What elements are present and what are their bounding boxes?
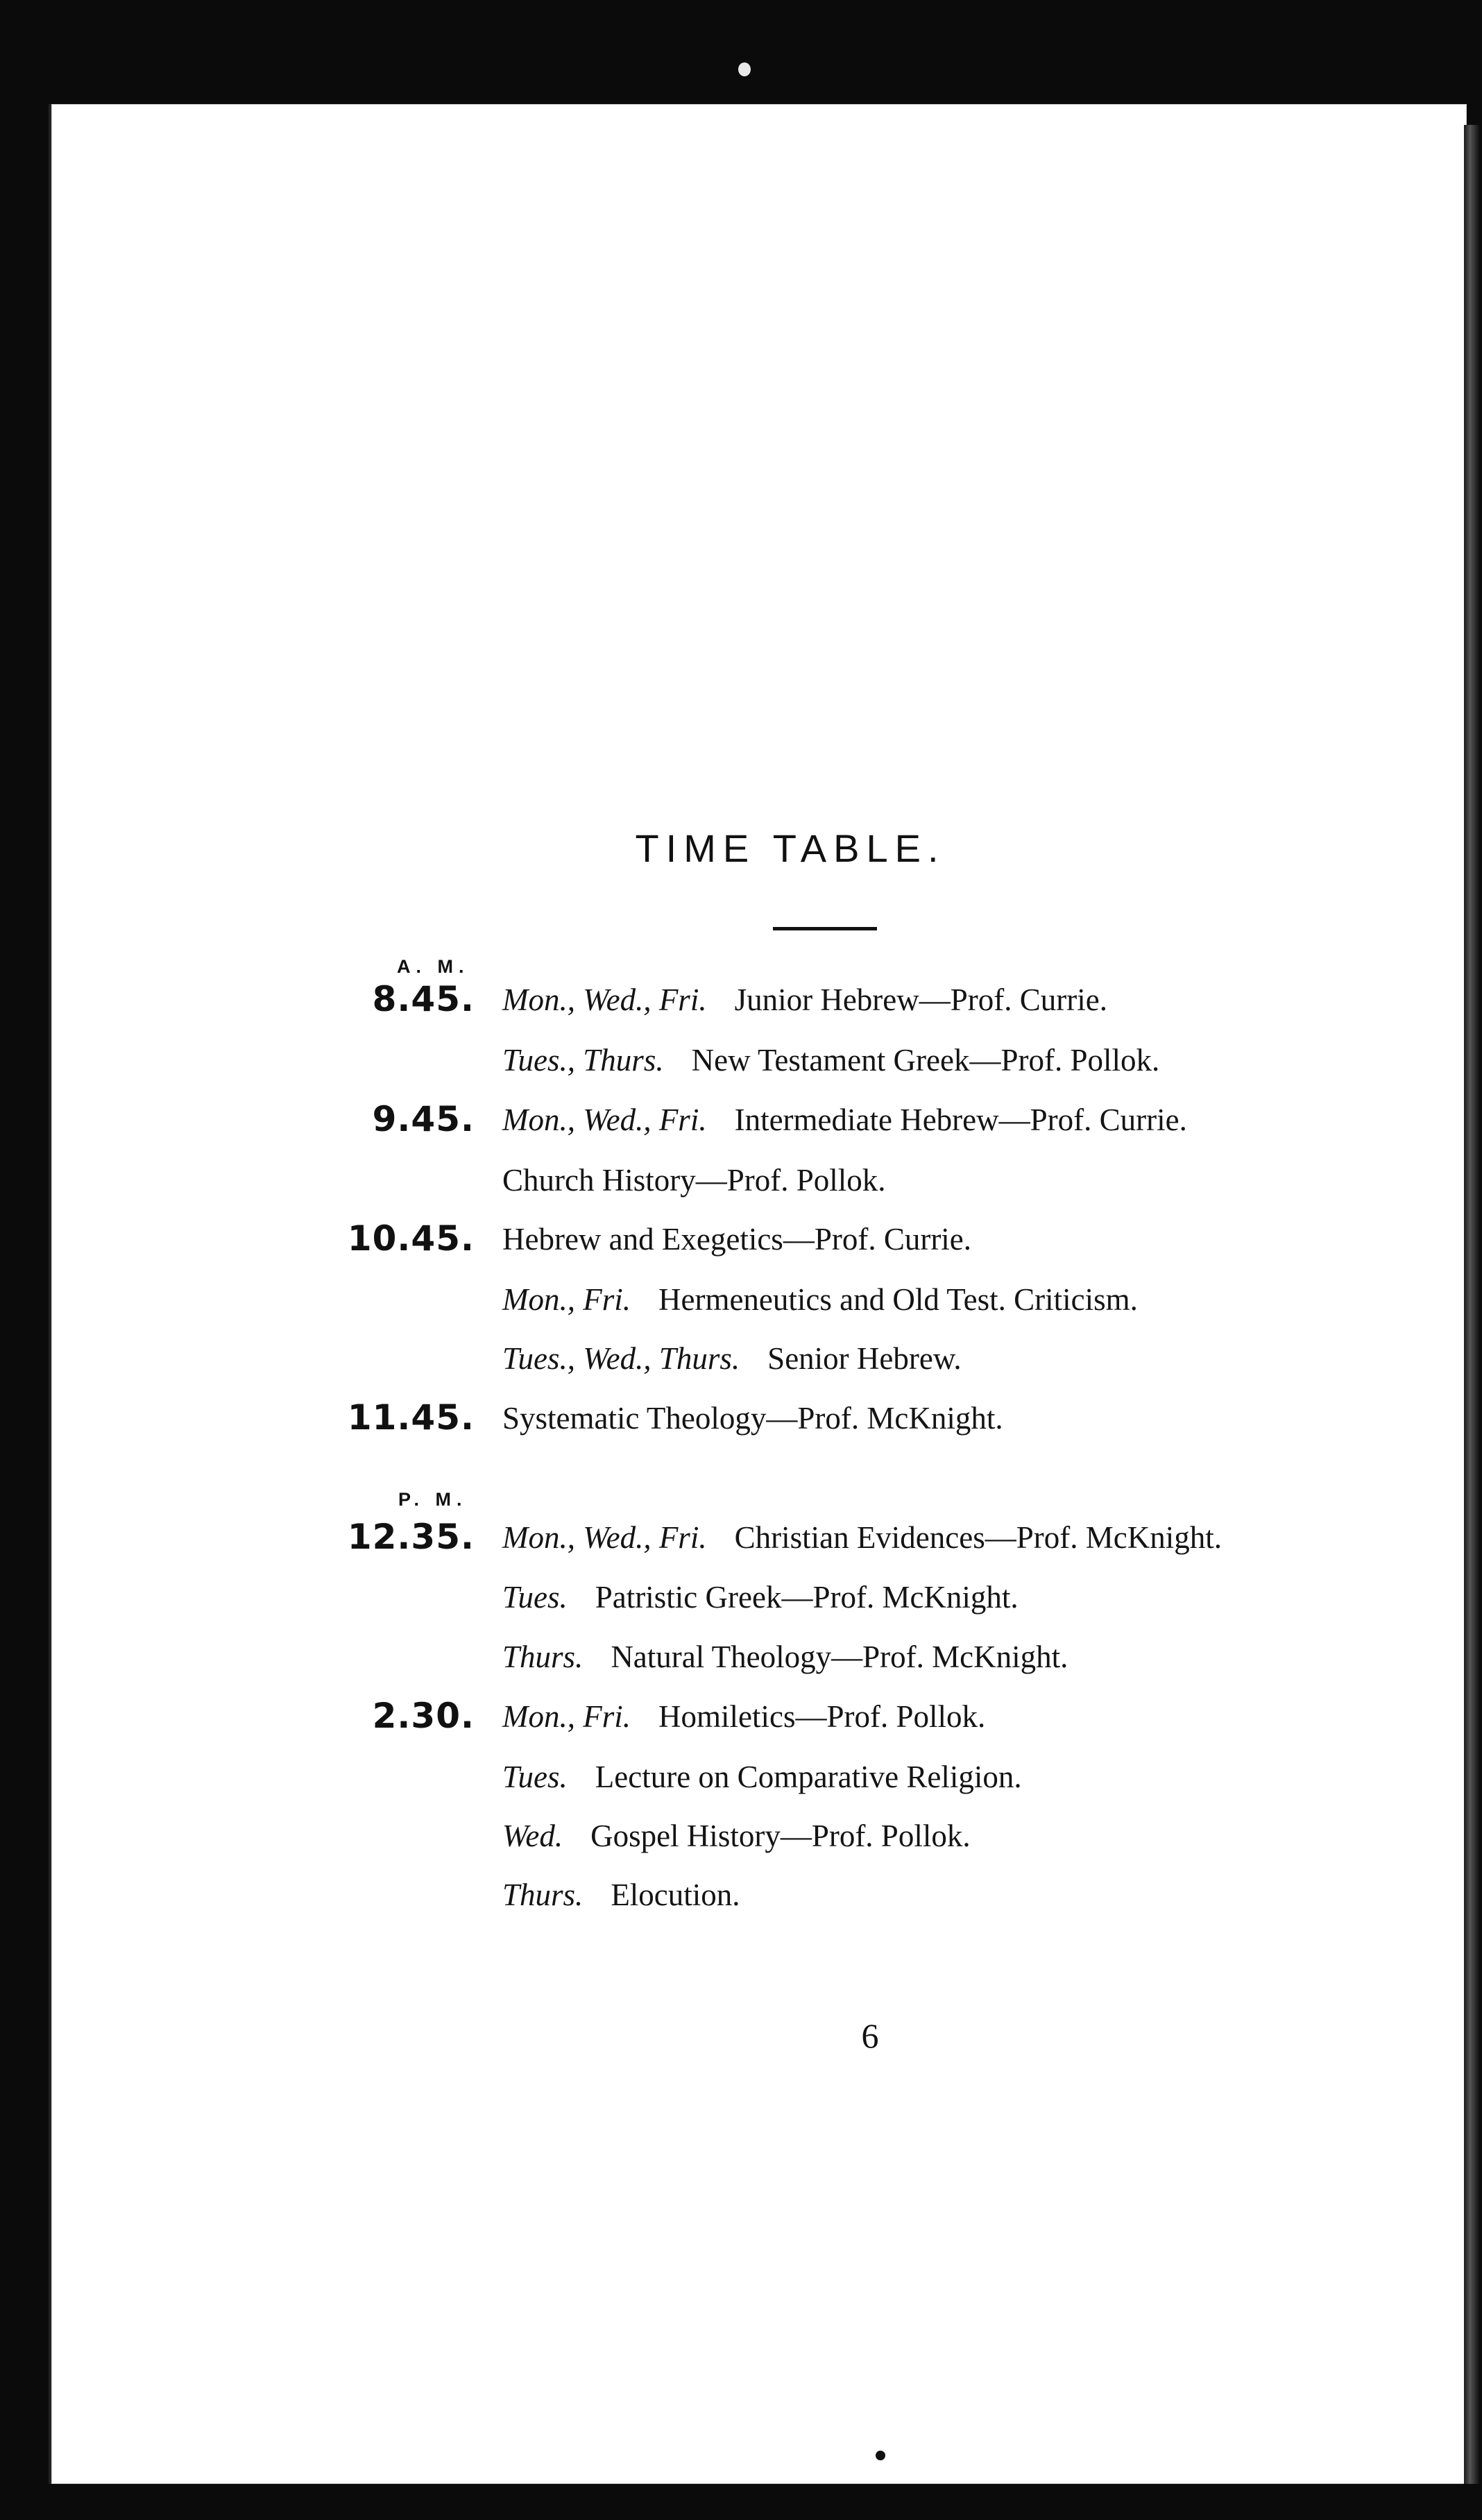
schedule-course: Hebrew and Exegetics—Prof. Currie. [502, 1222, 972, 1257]
schedule-row [347, 1218, 1404, 1277]
schedule-time: 11.45. [347, 1397, 475, 1438]
schedule-time: 2.30. [372, 1696, 475, 1736]
title-rule [773, 927, 877, 930]
schedule-time: 8.45. [372, 979, 475, 1019]
schedule-days: Wed. [502, 1819, 563, 1853]
schedule-days: Thurs. [502, 1640, 584, 1674]
schedule-days: Tues., Thurs. [502, 1043, 664, 1078]
page-dot [876, 2451, 885, 2460]
schedule-course: Senior Hebrew. [767, 1341, 962, 1376]
schedule-course: Hermeneutics and Old Test. Criticism. [658, 1282, 1138, 1317]
schedule-row [372, 1696, 1404, 1754]
page-title: TIME TABLE. [635, 826, 946, 870]
schedule-row [502, 1340, 1404, 1396]
schedule-days: Tues. [502, 1760, 568, 1794]
schedule-course: Gospel History—Prof. Pollok. [590, 1819, 971, 1853]
schedule-course: Natural Theology—Prof. McKnight. [611, 1640, 1068, 1674]
schedule-row [502, 1579, 1404, 1635]
schedule-course: Lecture on Comparative Religion. [595, 1760, 1022, 1794]
period-label-am: A. M. [397, 956, 470, 977]
schedule-course: Systematic Theology—Prof. McKnight. [502, 1401, 1003, 1436]
page-number: 6 [861, 2016, 879, 2055]
schedule-time: 12.35. [347, 1517, 475, 1557]
schedule-row [502, 1759, 1404, 1814]
schedule-course: Church History—Prof. Pollok. [502, 1163, 886, 1198]
schedule-row [502, 1818, 1404, 1873]
schedule-days: Mon., Wed., Fri. [502, 982, 707, 1017]
schedule-course: Junior Hebrew—Prof. Currie. [734, 982, 1107, 1017]
schedule-days: Tues. [502, 1580, 568, 1615]
schedule-row [502, 1639, 1404, 1694]
schedule-days: Thurs. [502, 1878, 584, 1912]
schedule-time: 10.45. [347, 1218, 475, 1259]
schedule-row [502, 1282, 1404, 1337]
schedule-days: Mon., Fri. [502, 1699, 631, 1734]
schedule-course: Patristic Greek—Prof. McKnight. [595, 1580, 1019, 1615]
schedule-days: Tues., Wed., Thurs. [502, 1341, 740, 1376]
adjacent-page-edge [1464, 125, 1479, 2484]
schedule-course: Homiletics—Prof. Pollok. [658, 1699, 986, 1734]
period-label-pm: P. M. [398, 1489, 468, 1510]
schedule-course: Intermediate Hebrew—Prof. Currie. [734, 1102, 1187, 1137]
schedule-course: Christian Evidences—Prof. McKnight. [734, 1520, 1222, 1555]
schedule-days: Mon., Wed., Fri. [502, 1520, 707, 1555]
schedule-course: New Testament Greek—Prof. Pollok. [691, 1043, 1160, 1078]
schedule-row [347, 1517, 1404, 1575]
schedule-row [502, 1877, 1404, 1932]
schedule-course: Elocution. [611, 1878, 740, 1912]
schedule-row [372, 1099, 1404, 1157]
schedule-row [347, 1397, 1404, 1456]
schedule-time: 9.45. [372, 1099, 475, 1139]
schedule-days: Mon., Fri. [502, 1282, 631, 1317]
schedule-row [372, 979, 1404, 1037]
schedule-row [502, 1162, 1404, 1218]
document-page [49, 104, 1467, 2484]
schedule-row [502, 1042, 1404, 1098]
schedule-days: Mon., Wed., Fri. [502, 1102, 707, 1137]
